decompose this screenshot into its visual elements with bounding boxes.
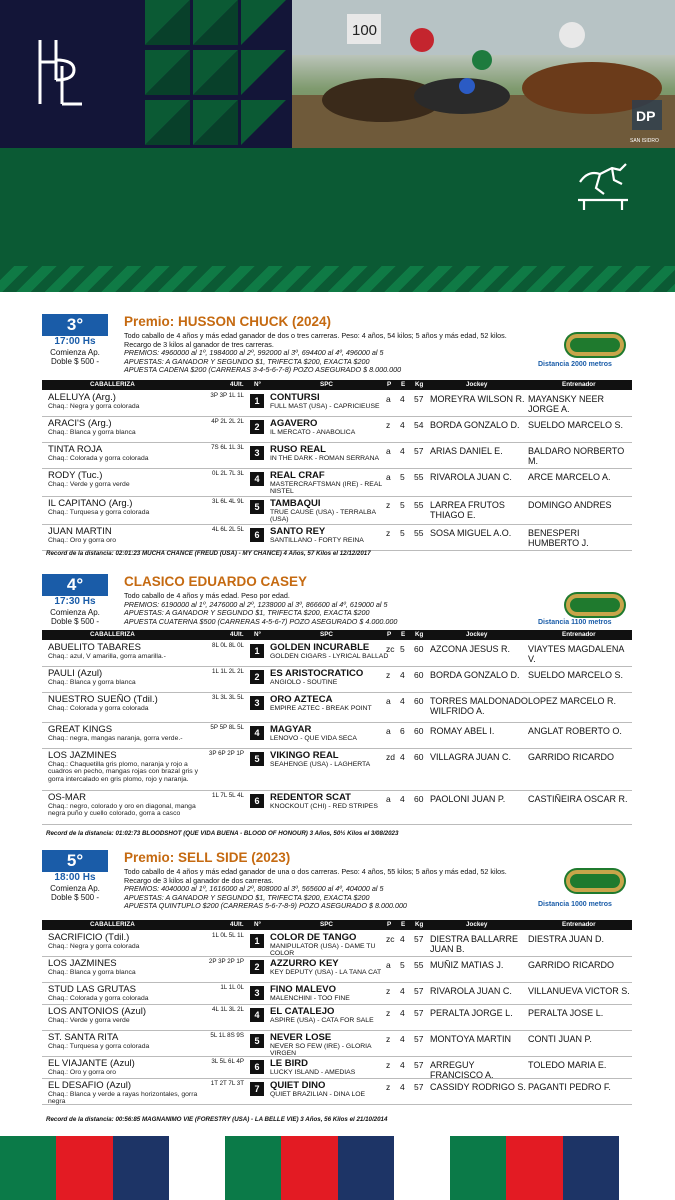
horse-weight: 57	[414, 446, 424, 456]
race-conditions: Todo caballo de 4 años y más edad. Peso por edad. PREMIOS: 6190000 al 1º, 2476000 al 2º, 1238000 al 3º, 866600 al 4º, 619000 al 5 APUESTAS: A GANADOR Y SEGUNDO $1, TRIFECTA $200, EXACTA $200 APUESTA CUATERNA $500 (CARRERAS 4-5-6-7) POZO ASEGURADO $ 4.000.000	[124, 591, 398, 626]
race-5	[42, 850, 632, 1134]
horse-name: EL CATALEJO	[270, 1006, 335, 1017]
last-four-form: 1L 1L 0L	[220, 984, 244, 991]
jockey-name: ROMAY ABEL I.	[430, 726, 495, 736]
owner-name: ALELUYA (Arg.)	[48, 392, 116, 403]
silks-description: Chaq.: Blanca y gorra blanca	[48, 429, 136, 436]
silks-description: Chaq.: Turquesa y gorra colorada	[48, 1043, 150, 1050]
saddle-number: 5	[250, 500, 264, 514]
jockey-name: RIVAROLA JUAN C.	[430, 986, 512, 996]
trainer-name: SUELDO MARCELO S.	[528, 420, 624, 430]
footer-color-block	[113, 1136, 169, 1200]
owner-name: JUAN MARTIN	[48, 526, 112, 537]
horse-sex: zd	[386, 752, 395, 762]
horse-sex: z	[386, 986, 391, 996]
table-row	[42, 693, 632, 723]
last-four-form: 3P 3P 1L 1L	[210, 392, 244, 399]
table-row	[42, 469, 632, 497]
table-row	[42, 391, 632, 417]
race-conditions: Todo caballo de 4 años y más edad ganador de una o dos carreras. Peso: 4 años, 55 kilos; 5 años y más edad, 52 kilos. Recargo de 3 kilos al ganador de dos carreras. PREMIOS: 4040000 al 1º, 1616000 al 2º, 808000 al 3º, 565600 al 4º, 404000 al 5 APUESTAS: A GANADOR Y SEGUNDO $1, TRIFECTA $200, EXACTA $200 APUESTA QUINTUPLO $200 (CARRERAS 5-6-7-8-9) POZO ASEGURADO $ 8.000.000	[124, 867, 507, 911]
horse-name: FINO MALEVO	[270, 984, 336, 995]
horse-sex: z	[386, 528, 391, 538]
jockey-name: VILLAGRA JUAN C.	[430, 752, 512, 762]
silks-description: Chaq.: azul, V amarilla, gorra amarilla.-	[48, 653, 166, 660]
footer-color-block	[563, 1136, 619, 1200]
horse-name: QUIET DINO	[270, 1080, 326, 1091]
horse-weight: 60	[414, 726, 424, 736]
hlp-logo	[30, 36, 90, 108]
footer-color-block	[506, 1136, 562, 1200]
horse-name: TAMBAQUI	[270, 498, 321, 509]
saddle-number: 3	[250, 446, 264, 460]
pedigree: SANTILLANO - FORTY REINA	[270, 537, 364, 544]
saddle-number: 6	[250, 528, 264, 542]
brand-badge: DP	[636, 108, 656, 124]
saddle-number: 6	[250, 794, 264, 808]
horse-name: ES ARISTOCRATICO	[270, 668, 364, 679]
saddle-number: 4	[250, 726, 264, 740]
trainer-name: PERALTA JOSE L.	[528, 1008, 604, 1018]
race-record: Record de la distancia: 02:01:23 MUCHA CHANCE (FREUD (USA) - MY CHANCE) 4 Años, 57 Kilos el 12/12/2017	[46, 550, 371, 557]
triangle-pattern	[145, 0, 295, 148]
silks-description: Chaq.: Oro y gorra oro	[48, 1069, 116, 1076]
race-photo	[292, 0, 675, 148]
owner-name: OS-MAR	[48, 792, 86, 803]
horse-sex: a	[386, 446, 391, 456]
saddle-number: 6	[250, 1060, 264, 1074]
owner-name: EL VIAJANTE (Azul)	[48, 1058, 135, 1069]
saddle-number: 3	[250, 986, 264, 1000]
horse-sex: z	[386, 1034, 391, 1044]
horse-name: MAGYAR	[270, 724, 312, 735]
silks-description: Chaq.: Chaquetilla gris plomo, naranja y rojo a cuadros en pecho, mangas rojas con brazal gris y gorra intercalado en gris plomo, rojo y naranja.	[48, 761, 198, 783]
trainer-name: CASTIÑEIRA OSCAR R.	[528, 794, 628, 804]
horse-name: AZZURRO KEY	[270, 958, 339, 969]
footer-color-block	[450, 1136, 506, 1200]
saddle-number: 5	[250, 752, 264, 766]
jockey-name: SOSA MIGUEL A.O.	[430, 528, 512, 538]
silks-description: Chaq.: Blanca y gorra blanca	[48, 679, 136, 686]
race-4	[42, 574, 632, 837]
pedigree: KEY DEPUTY (USA) - LA TANA CAT	[270, 969, 382, 976]
last-four-form: 3P 6P 2P 1P	[208, 750, 244, 757]
footer-color-block	[225, 1136, 281, 1200]
horse-sex: z	[386, 1008, 391, 1018]
pedigree: ANGIOLO - SOUTINE	[270, 679, 338, 686]
footer-color-block	[338, 1136, 394, 1200]
last-four-form: 1L 7L 5L 4L	[212, 792, 244, 799]
race-3	[42, 314, 632, 564]
table-header: CABALLERIZA 4Ult. N° SPC P E Kg Jockey Entrenador	[42, 920, 632, 930]
trainer-name: LOPEZ MARCELO R.	[528, 696, 617, 706]
jockey-name: ARREGUY FRANCISCO A.	[430, 1060, 494, 1080]
saddle-number: 4	[250, 1008, 264, 1022]
horse-age: 4	[400, 1082, 405, 1092]
horse-name: REDENTOR SCAT	[270, 792, 351, 803]
last-four-form: 4L 1L 3L 2L	[212, 1006, 244, 1013]
jockey-name: PERALTA JORGE L.	[430, 1008, 513, 1018]
owner-name: ARACI'S (Arg.)	[48, 418, 112, 429]
horse-sex: z	[386, 1082, 391, 1092]
table-row	[42, 443, 632, 469]
race-start: Comienza Ap.	[50, 348, 100, 357]
pedigree: MANIPULATOR (USA) - DAME TU COLOR	[270, 943, 376, 958]
horse-age: 4	[400, 1008, 405, 1018]
horse-age: 4	[400, 670, 405, 680]
race-bet: Doble $ 500 -	[50, 893, 100, 902]
horse-sex: z	[386, 500, 391, 510]
horse-age: 5	[400, 644, 405, 654]
owner-name: SACRIFICIO (Tdil.)	[48, 932, 130, 943]
table-row	[42, 667, 632, 693]
table-row	[42, 983, 632, 1005]
last-four-form: 7S 6L 1L 3L	[211, 444, 244, 451]
pedigree: KNOCKOUT (CHI) - RED STRIPES	[270, 803, 378, 810]
jockey-name: CASSIDY RODRIGO S.	[430, 1082, 526, 1092]
horse-age: 4	[400, 446, 405, 456]
table-row	[42, 749, 632, 791]
horse-weight: 60	[414, 670, 424, 680]
table-row	[42, 1057, 632, 1079]
saddle-number: 2	[250, 670, 264, 684]
owner-name: LOS ANTONIOS (Azul)	[48, 1006, 147, 1017]
pedigree: QUIET BRAZILIAN - DINA LOE	[270, 1091, 366, 1098]
table-row	[42, 957, 632, 983]
race-title: Premio: SELL SIDE (2023)	[124, 850, 291, 865]
horse-sex: a	[386, 960, 391, 970]
trainer-name: DIESTRA JUAN D.	[528, 934, 605, 944]
horse-weight: 57	[414, 1060, 424, 1070]
horse-age: 4	[400, 794, 405, 804]
last-four-form: 0L 2L 7L 3L	[212, 470, 244, 477]
jockey-name: MOREYRA WILSON R.	[430, 394, 525, 404]
saddle-number: 5	[250, 1034, 264, 1048]
footer-color-block	[169, 1136, 225, 1200]
horse-sex: a	[386, 472, 391, 482]
last-four-form: 8L 0L 8L 0L	[212, 642, 244, 649]
horse-sex: z	[386, 670, 391, 680]
saddle-number: 2	[250, 960, 264, 974]
horse-sex: a	[386, 394, 391, 404]
saddle-number: 7	[250, 1082, 264, 1096]
horse-weight: 55	[414, 528, 424, 538]
silks-description: Chaq.: Negra y gorra colorada	[48, 943, 140, 950]
horse-sex: a	[386, 726, 391, 736]
owner-name: GREAT KINGS	[48, 724, 113, 735]
silks-description: Chaq.: Blanca y verde a rayas horizontales, gorra negra	[48, 1091, 198, 1106]
jockey-name: ARIAS DANIEL E.	[430, 446, 503, 456]
race-number: 5°	[42, 850, 108, 872]
table-row	[42, 931, 632, 957]
pedigree: MASTERCRAFTSMAN (IRE) - REAL NISTEL	[270, 481, 382, 496]
race-time: 17:30 Hs	[54, 596, 96, 607]
silks-description: Chaq.: Verde y gorra verde	[48, 1017, 130, 1024]
owner-name: PAULI (Azul)	[48, 668, 103, 679]
silks-description: Chaq.: Blanca y gorra blanca	[48, 969, 136, 976]
brand-sub: SAN ISIDRO	[630, 138, 659, 144]
horse-weight: 60	[414, 644, 424, 654]
race-number-box	[42, 850, 108, 900]
horse-name: REAL CRAF	[270, 470, 325, 481]
last-four-form: 2P 3P 2P 1P	[208, 958, 244, 965]
silks-description: Chaq.: Oro y gorra oro	[48, 537, 116, 544]
horse-age: 4	[400, 696, 405, 706]
saddle-number: 4	[250, 472, 264, 486]
saddle-number: 1	[250, 934, 264, 948]
race-title: CLASICO EDUARDO CASEY	[124, 574, 308, 589]
horse-weight: 57	[414, 1034, 424, 1044]
horse-name: NEVER LOSE	[270, 1032, 332, 1043]
race-distance: Distancia 2000 metros	[538, 361, 612, 368]
saddle-number: 1	[250, 394, 264, 408]
table-row	[42, 641, 632, 667]
table-row	[42, 417, 632, 443]
race-number: 4°	[42, 574, 108, 596]
footer-color-block	[281, 1136, 337, 1200]
owner-name: EL DESAFIO (Azul)	[48, 1080, 132, 1091]
trainer-name: PAGANTI PEDRO F.	[528, 1082, 611, 1092]
owner-name: ST. SANTA RITA	[48, 1032, 119, 1043]
last-four-form: 4P 2L 2L 2L	[211, 418, 244, 425]
race-bet: Doble $ 500 -	[50, 357, 100, 366]
horse-age: 5	[400, 528, 405, 538]
jockey-name: MONTOYA MARTIN	[430, 1034, 512, 1044]
saddle-number: 3	[250, 696, 264, 710]
silks-description: Chaq.: Colorada y gorra colorada	[48, 995, 149, 1002]
trainer-name: GARRIDO RICARDO	[528, 752, 615, 762]
trainer-name: VIAYTES MAGDALENA V.	[528, 644, 624, 664]
horse-sex: z	[386, 1060, 391, 1070]
horse-age: 4	[400, 420, 405, 430]
pedigree: NEVER SO FEW (IRE) - GLORIA VIRGEN	[270, 1043, 372, 1058]
last-four-form: 5P 5P 8L 5L	[210, 724, 244, 731]
horse-weight: 55	[414, 960, 424, 970]
horse-age: 5	[400, 472, 405, 482]
trainer-name: BALDARO NORBERTO M.	[528, 446, 625, 466]
horse-name: COLOR DE TANGO	[270, 932, 357, 943]
footer-color-block	[619, 1136, 675, 1200]
last-four-form: 4L 6L 2L 5L	[212, 526, 244, 533]
track-icon	[562, 588, 628, 620]
horse-weight: 57	[414, 934, 424, 944]
last-four-form: 3L 3L 3L 5L	[212, 694, 244, 701]
owner-name: STUD LAS GRUTAS	[48, 984, 136, 995]
horse-weight: 57	[414, 1082, 424, 1092]
horse-weight: 60	[414, 696, 424, 706]
jockey-name: BORDA GONZALO D.	[430, 420, 520, 430]
silks-description: Chaq.: Colorada y gorra colorada	[48, 705, 149, 712]
owner-name: RODY (Tuc.)	[48, 470, 103, 481]
horse-age: 4	[400, 1060, 405, 1070]
footer-color-block	[56, 1136, 112, 1200]
silks-description: Chaq.: Negra y gorra colorada	[48, 403, 140, 410]
horse-weight: 54	[414, 420, 424, 430]
last-four-form: 1L 0L 5L 1L	[212, 932, 244, 939]
saddle-number: 2	[250, 420, 264, 434]
horse-sex: z	[386, 420, 391, 430]
horse-weight: 57	[414, 1008, 424, 1018]
jockey-name: BORDA GONZALO D.	[430, 670, 520, 680]
last-four-form: 3L 5L 6L 4P	[211, 1058, 244, 1065]
horse-jump-icon	[574, 160, 632, 212]
table-row	[42, 1079, 632, 1105]
race-time: 17:00 Hs	[54, 336, 96, 347]
silks-description: Chaq.: negra, mangas naranja, gorra verde.-	[48, 735, 183, 742]
table-header: CABALLERIZA 4Ult. N° SPC P E Kg Jockey Entrenador	[42, 380, 632, 390]
jockey-name: TORRES MALDONADO WILFRIDO A.	[430, 696, 528, 716]
trainer-name: ANGLAT ROBERTO O.	[528, 726, 622, 736]
pedigree: SEAHENGE (USA) - LAGHERTA	[270, 761, 371, 768]
race-number-box	[42, 314, 108, 364]
table-row	[42, 525, 632, 551]
race-title: Premio: HUSSON CHUCK (2024)	[124, 314, 332, 329]
race-time: 18:00 Hs	[54, 872, 96, 883]
last-four-form: 1T 2T 7L 3T	[210, 1080, 244, 1087]
pedigree: EMPIRE AZTEC - BREAK POINT	[270, 705, 372, 712]
trainer-name: BENESPERI HUMBERTO J.	[528, 528, 589, 548]
diagonal-stripes	[0, 266, 675, 292]
race-start: Comienza Ap.	[50, 884, 100, 893]
pedigree: IL MERCATO - ANABOLICA	[270, 429, 356, 436]
jockey-name: LARREA FRUTOS THIAGO E.	[430, 500, 505, 520]
horse-weight: 60	[414, 794, 424, 804]
race-distance: Distancia 1100 metros	[538, 619, 612, 626]
horse-sex: zc	[386, 644, 395, 654]
trainer-name: SUELDO MARCELO S.	[528, 670, 624, 680]
pedigree: LUCKY ISLAND - AMEDIAS	[270, 1069, 356, 1076]
horse-age: 4	[400, 752, 405, 762]
trainer-name: VILLANUEVA VICTOR S.	[528, 986, 630, 996]
table-row	[42, 1005, 632, 1031]
table-header: CABALLERIZA 4Ult. N° SPC P E Kg Jockey Entrenador	[42, 630, 632, 640]
owner-name: IL CAPITANO (Arg.)	[48, 498, 133, 509]
jockey-name: AZCONA JESUS R.	[430, 644, 511, 654]
jockey-name: MUÑIZ MATIAS J.	[430, 960, 504, 970]
silks-description: Chaq.: Verde y gorra verde	[48, 481, 130, 488]
horse-weight: 55	[414, 500, 424, 510]
horse-name: AGAVERO	[270, 418, 318, 429]
saddle-number: 1	[250, 644, 264, 658]
race-record: Record de la distancia: 01:02:73 BLOODSHOT (QUE VIDA BUENA - BLOOD OF HONOUR) 3 Años, 50½ Kilos el 3/08/2023	[46, 830, 399, 837]
trainer-name: CONTI JUAN P.	[528, 1034, 592, 1044]
horse-name: GOLDEN INCURABLE	[270, 642, 370, 653]
pedigree: ASPIRE (USA) - CATA FOR SALE	[270, 1017, 374, 1024]
owner-name: ABUELITO TABARES	[48, 642, 141, 653]
race-conditions: Todo caballo de 4 años y más edad ganador de dos o tres carreras. Peso: 4 años, 54 kilos; 5 años y más edad, 52 kilos. Recargo de 3 kilos al ganador de tres carreras. PREMIOS: 4960000 al 1º, 1984000 al 2º, 992000 al 3º, 694400 al 4º, 496000 al 5 APUESTAS: A GANADOR Y SEGUNDO $1, TRIFECTA $200, EXACTA $200 APUESTA CADENA $200 (CARRERAS 3-4-5-6-7-8) POZO ASEGURADO $ 8.000.000	[124, 331, 507, 375]
horse-name: ORO AZTECA	[270, 694, 333, 705]
jockey-name: PAOLONI JUAN P.	[430, 794, 506, 804]
table-row	[42, 723, 632, 749]
owner-name: LOS JAZMINES	[48, 750, 117, 761]
horse-name: VIKINGO REAL	[270, 750, 339, 761]
silks-description: Chaq.: negro, colorado y oro en diagonal, manga negra puño y cuello colorado, gorra a casco	[48, 803, 196, 818]
jockey-name: DIESTRA BALLARRE JUAN B.	[430, 934, 519, 954]
horse-age: 4	[400, 1034, 405, 1044]
silks-description: Chaq.: Colorada y gorra colorada	[48, 455, 149, 462]
horse-weight: 55	[414, 472, 424, 482]
race-bet: Doble $ 500 -	[50, 617, 100, 626]
pedigree: GOLDEN CIGARS - LYRICAL BALLAD	[270, 653, 389, 660]
pedigree: IN THE DARK - ROMAN SERRANA	[270, 455, 380, 462]
trainer-name: ARCE MARCELO A.	[528, 472, 611, 482]
horse-sex: a	[386, 696, 391, 706]
footer-color-block	[0, 1136, 56, 1200]
track-icon	[562, 864, 628, 896]
owner-name: LOS JAZMINES	[48, 958, 117, 969]
track-icon	[562, 328, 628, 360]
horse-age: 4	[400, 986, 405, 996]
horse-weight: 60	[414, 752, 424, 762]
horse-weight: 57	[414, 394, 424, 404]
horse-sex: a	[386, 794, 391, 804]
pedigree: MALENCHINI - TOO FINE	[270, 995, 350, 1002]
last-four-form: 3L 6L 4L 9L	[212, 498, 244, 505]
horse-age: 5	[400, 500, 405, 510]
footer-color-bar	[0, 1136, 675, 1200]
pedigree: FULL MAST (USA) - CAPRICIEUSE	[270, 403, 380, 410]
horse-name: LE BIRD	[270, 1058, 308, 1069]
last-four-form: 5L 1L 8S 9S	[210, 1032, 244, 1039]
horse-name: CONTURSI	[270, 392, 320, 403]
table-row	[42, 791, 632, 825]
horse-weight: 57	[414, 986, 424, 996]
jockey-name: RIVAROLA JUAN C.	[430, 472, 512, 482]
footer-color-block	[394, 1136, 450, 1200]
race-distance: Distancia 1000 metros	[538, 901, 612, 908]
race-number: 3°	[42, 314, 108, 336]
owner-name: NUESTRO SUEÑO (Tdil.)	[48, 694, 158, 705]
trainer-name: MAYANSKY NEER JORGE A.	[528, 394, 605, 414]
horse-age: 5	[400, 960, 405, 970]
pedigree: TRUE CAUSE (USA) - TERRALBA (USA)	[270, 509, 376, 524]
race-start: Comienza Ap.	[50, 608, 100, 617]
horse-age: 4	[400, 934, 405, 944]
race-record: Record de la distancia: 00:56:85 MAGNANIMO VIE (FORESTRY (USA) - LA BELLE VIE) 3 Años, 56 Kilos el 21/10/2014	[46, 1116, 388, 1123]
horse-sex: zc	[386, 934, 395, 944]
last-four-form: 1L 1L 2L 2L	[212, 668, 244, 675]
race-number-box	[42, 574, 108, 624]
silks-description: Chaq.: Turquesa y gorra colorada	[48, 509, 150, 516]
horse-age: 4	[400, 394, 405, 404]
trainer-name: DOMINGO ANDRES	[528, 500, 612, 510]
trainer-name: TOLEDO MARIA E.	[528, 1060, 607, 1070]
table-row	[42, 497, 632, 525]
horse-name: RUSO REAL	[270, 444, 326, 455]
trainer-name: GARRIDO RICARDO	[528, 960, 615, 970]
horse-name: SANTO REY	[270, 526, 326, 537]
pedigree: LENOVO - QUE VIDA SECA	[270, 735, 357, 742]
post-sign-text: 100	[352, 22, 378, 39]
table-row	[42, 1031, 632, 1057]
owner-name: TINTA ROJA	[48, 444, 103, 455]
horse-age: 6	[400, 726, 405, 736]
